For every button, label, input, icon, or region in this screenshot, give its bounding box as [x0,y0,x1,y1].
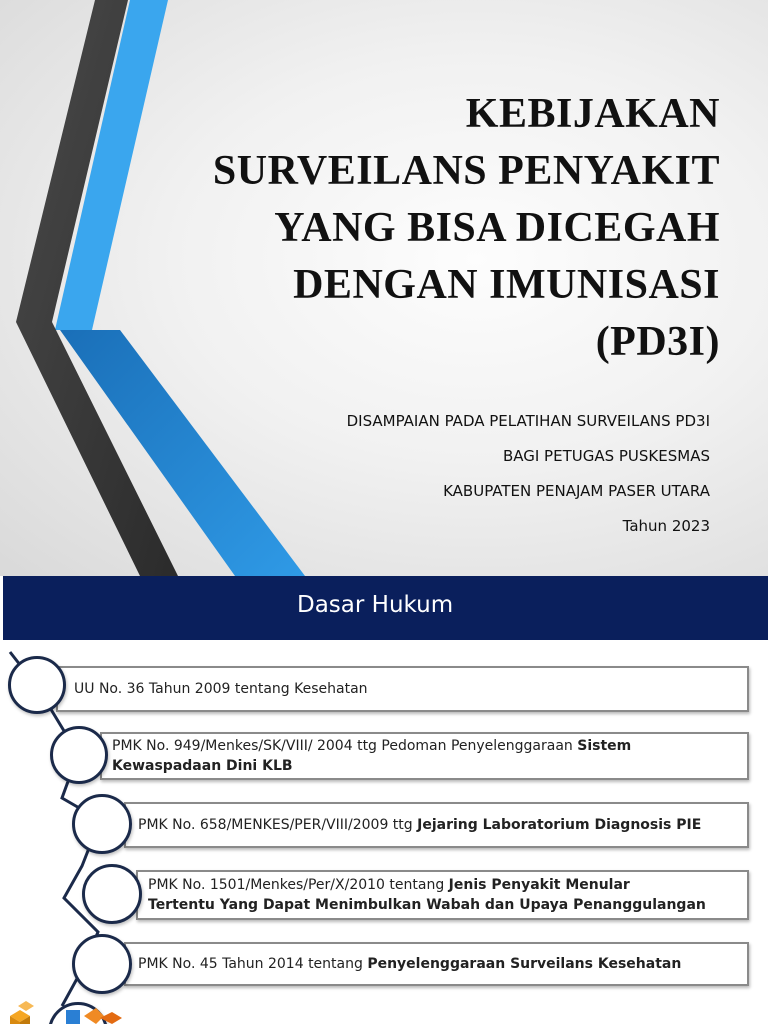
title-line: YANG BISA DICEGAH [274,205,720,251]
law-text-normal: UU No. 36 Tahun 2009 tentang Kesehatan [74,681,368,697]
law-text [148,875,706,915]
dasar-hukum-slide [0,576,768,1024]
law-item-2 [100,732,749,780]
law-item-4 [136,870,749,920]
cube-decoration-icon [0,986,130,1024]
law-text-normal: PMK No. 1501/Menkes/Per/X/2010 tentang [148,877,449,893]
law-text-bold: Sistem [577,738,632,754]
law-text [138,954,681,974]
presentation-title [120,86,720,371]
law-text-bold: Jenis Penyakit Menular [448,877,630,893]
subtitle-year: Tahun 2023 [622,517,710,535]
subtitle-line: KABUPATEN PENAJAM PASER UTARA [443,482,710,500]
presentation-subtitle [150,404,710,544]
law-text-normal: PMK No. 45 Tahun 2014 tentang [138,956,368,972]
law-text-normal: PMK No. 949/Menkes/SK/VIII/ 2004 ttg Pedoman Penyelenggaraan [112,738,578,754]
law-text [74,679,368,699]
law-item-5 [124,942,749,986]
law-text [138,815,701,835]
law-item-1 [56,666,749,712]
title-line: (PD3I) [595,319,720,365]
timeline-circle [50,726,108,784]
law-text-normal: PMK No. 658/MENKES/PER/VIII/2009 ttg [138,817,418,833]
law-text-bold: Tertentu Yang Dapat Menimbulkan Wabah dan Upaya Penanggulangan [148,897,706,913]
law-item-3 [124,802,749,848]
timeline-circle [82,864,142,924]
timeline-circle [72,934,132,994]
subtitle-line: BAGI PETUGAS PUSKESMAS [502,447,710,465]
timeline-circle [72,794,132,854]
law-text-bold: Penyelenggaraan Surveilans Kesehatan [367,956,682,972]
law-text [112,736,631,776]
title-line: SURVEILANS PENYAKIT [212,148,720,194]
title-line: DENGAN IMUNISASI [293,262,720,308]
timeline-circle [8,656,66,714]
section-title: Dasar Hukum [297,592,454,618]
law-text-bold: Kewaspadaan Dini KLB [112,758,293,774]
subtitle-line: DISAMPAIAN PADA PELATIHAN SURVEILANS PD3I [346,412,710,430]
title-line: KEBIJAKAN [465,91,720,137]
law-text-bold: Jejaring Laboratorium Diagnosis PIE [417,817,702,833]
